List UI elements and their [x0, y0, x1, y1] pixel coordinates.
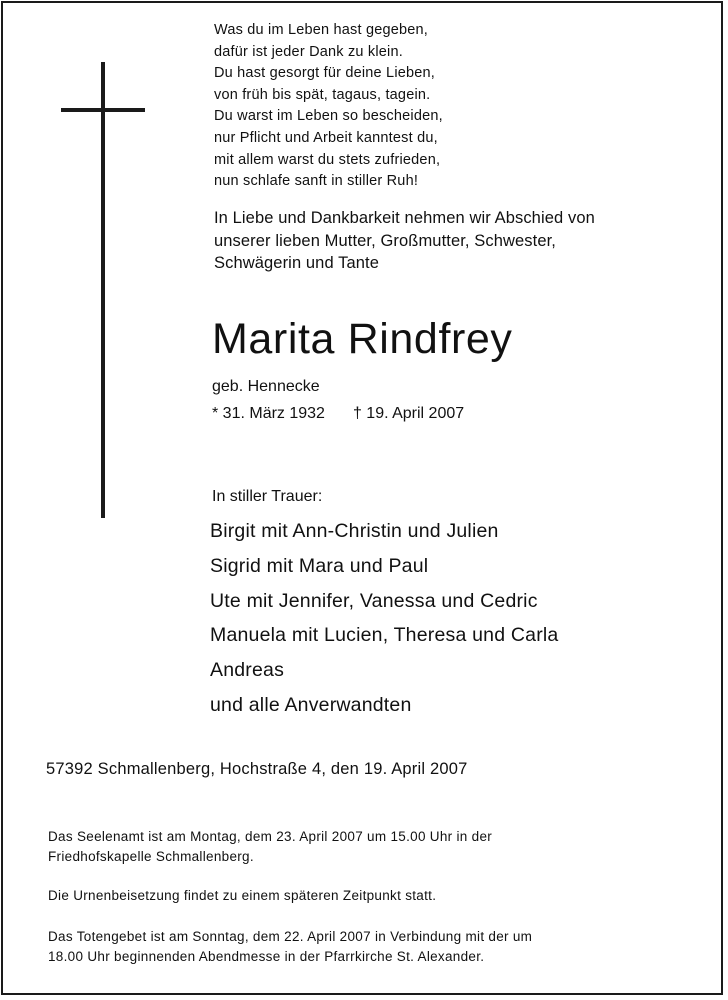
deceased-name: Marita Rindfrey [212, 315, 513, 363]
intro-line: unserer lieben Mutter, Großmutter, Schwester, [214, 231, 556, 250]
notice-line: Die Urnenbeisetzung findet zu einem späteren Zeitpunkt statt. [48, 888, 437, 903]
birth-name: geb. Hennecke [212, 378, 320, 395]
notice-line: 18.00 Uhr beginnenden Abendmesse in der Pfarrkirche St. Alexander. [48, 949, 485, 964]
cross-vertical-bar [101, 62, 105, 518]
notice-line: Friedhofskapelle Schmallenberg. [48, 849, 254, 864]
place-and-date: 57392 Schmallenberg, Hochstraße 4, den 19. April 2007 [46, 760, 468, 778]
urn-burial-notice [48, 886, 436, 906]
cross-horizontal-bar [61, 108, 145, 112]
poem-line: nur Pflicht und Arbeit kanntest du, [214, 129, 438, 146]
mourner-line: Manuela mit Lucien, Theresa und Carla [210, 624, 559, 647]
mourner-line: und alle Anverwandten [210, 693, 412, 716]
intro-line: Schwägerin und Tante [214, 254, 379, 272]
memorial-poem [214, 20, 443, 193]
prayer-notice [48, 927, 532, 967]
poem-line: Du warst im Leben so bescheiden, [214, 108, 443, 125]
life-dates [212, 403, 464, 425]
requiem-notice [48, 827, 492, 867]
mourners-label: In stiller Trauer: [212, 488, 323, 505]
poem-line: Du hast gesorgt für deine Lieben, [214, 65, 436, 82]
birth-date: * 31. März 1932 [212, 405, 325, 422]
poem-line: von früh bis spät, tagaus, tagein. [214, 86, 431, 103]
mourners-list [210, 514, 558, 723]
poem-line: Was du im Leben hast gegeben, [214, 22, 429, 38]
mourner-line: Birgit mit Ann-Christin und Julien [210, 520, 499, 542]
mourner-line: Sigrid mit Mara und Paul [210, 554, 429, 577]
farewell-intro [214, 207, 595, 275]
mourner-line: Andreas [210, 659, 285, 682]
poem-line: nun schlafe sanft in stiller Ruh! [214, 173, 419, 190]
poem-line: dafür ist jeder Dank zu klein. [214, 43, 403, 60]
intro-line: In Liebe und Dankbarkeit nehmen wir Abschied von [214, 209, 595, 227]
mourner-line: Ute mit Jennifer, Vanessa und Cedric [210, 589, 538, 612]
poem-line: mit allem warst du stets zufrieden, [214, 151, 441, 168]
notice-line: Das Seelenamt ist am Montag, dem 23. April 2007 um 15.00 Uhr in der [48, 829, 493, 844]
death-date: † 19. April 2007 [352, 405, 465, 422]
notice-line: Das Totengebet ist am Sonntag, dem 22. April 2007 in Verbindung mit der um [48, 929, 533, 944]
